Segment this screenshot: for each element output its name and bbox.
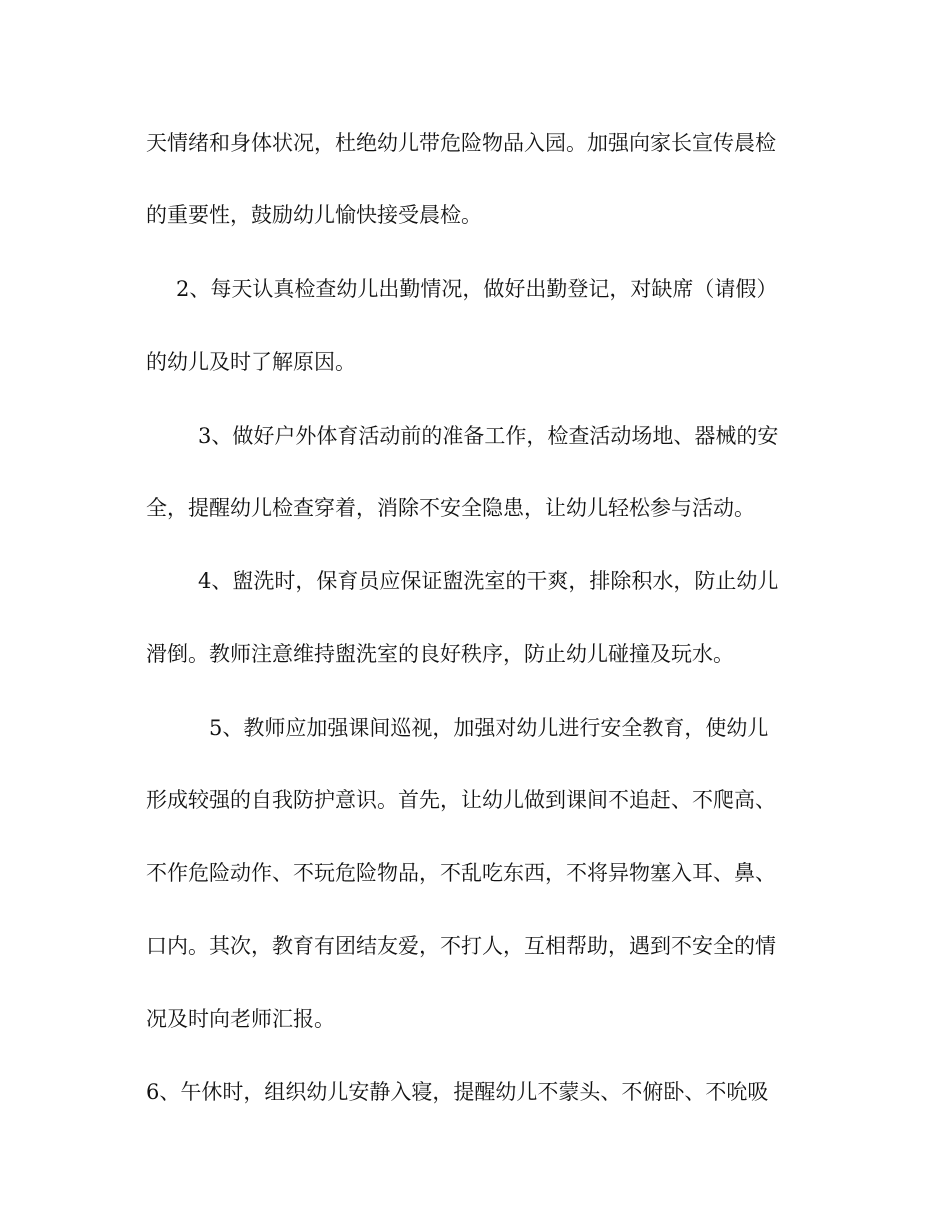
text-line: 的重要性，鼓励幼儿愉快接受晨检。 xyxy=(146,203,482,227)
text-line: 2、每天认真检查幼儿出勤情况，做好出勤登记，对缺席（请假） xyxy=(176,277,778,301)
text-line: 口内。其次，教育有团结友爱，不打人，互相帮助，遇到不安全的情 xyxy=(146,934,776,958)
text-line: 的幼儿及时了解原因。 xyxy=(146,350,356,374)
text-line: 滑倒。教师注意维持盥洗室的良好秩序，防止幼儿碰撞及玩水。 xyxy=(146,642,734,666)
text-line: 5、教师应加强课间巡视，加强对幼儿进行安全教育，使幼儿 xyxy=(209,716,769,740)
text-line: 况及时向老师汇报。 xyxy=(146,1007,335,1031)
text-line: 全，提醒幼儿检查穿着，消除不安全隐患，让幼儿轻松参与活动。 xyxy=(146,496,755,520)
text-line: 4、盥洗时，保育员应保证盥洗室的干爽，排除积水，防止幼儿 xyxy=(198,569,779,593)
text-line: 不作危险动作、不玩危险物品，不乱吃东西，不将异物塞入耳、鼻、 xyxy=(146,861,776,885)
text-line: 形成较强的自我防护意识。首先，让幼儿做到课间不追赶、不爬高、 xyxy=(146,788,776,812)
text-line: 3、做好户外体育活动前的准备工作，检查活动场地、器械的安 xyxy=(198,424,779,448)
text-line: 天情绪和身体状况，杜绝幼儿带危险物品入园。加强向家长宣传晨检 xyxy=(146,131,776,155)
text-line: 6、午休时，组织幼儿安静入寝，提醒幼儿不蒙头、不俯卧、不吮吸 xyxy=(146,1080,769,1104)
